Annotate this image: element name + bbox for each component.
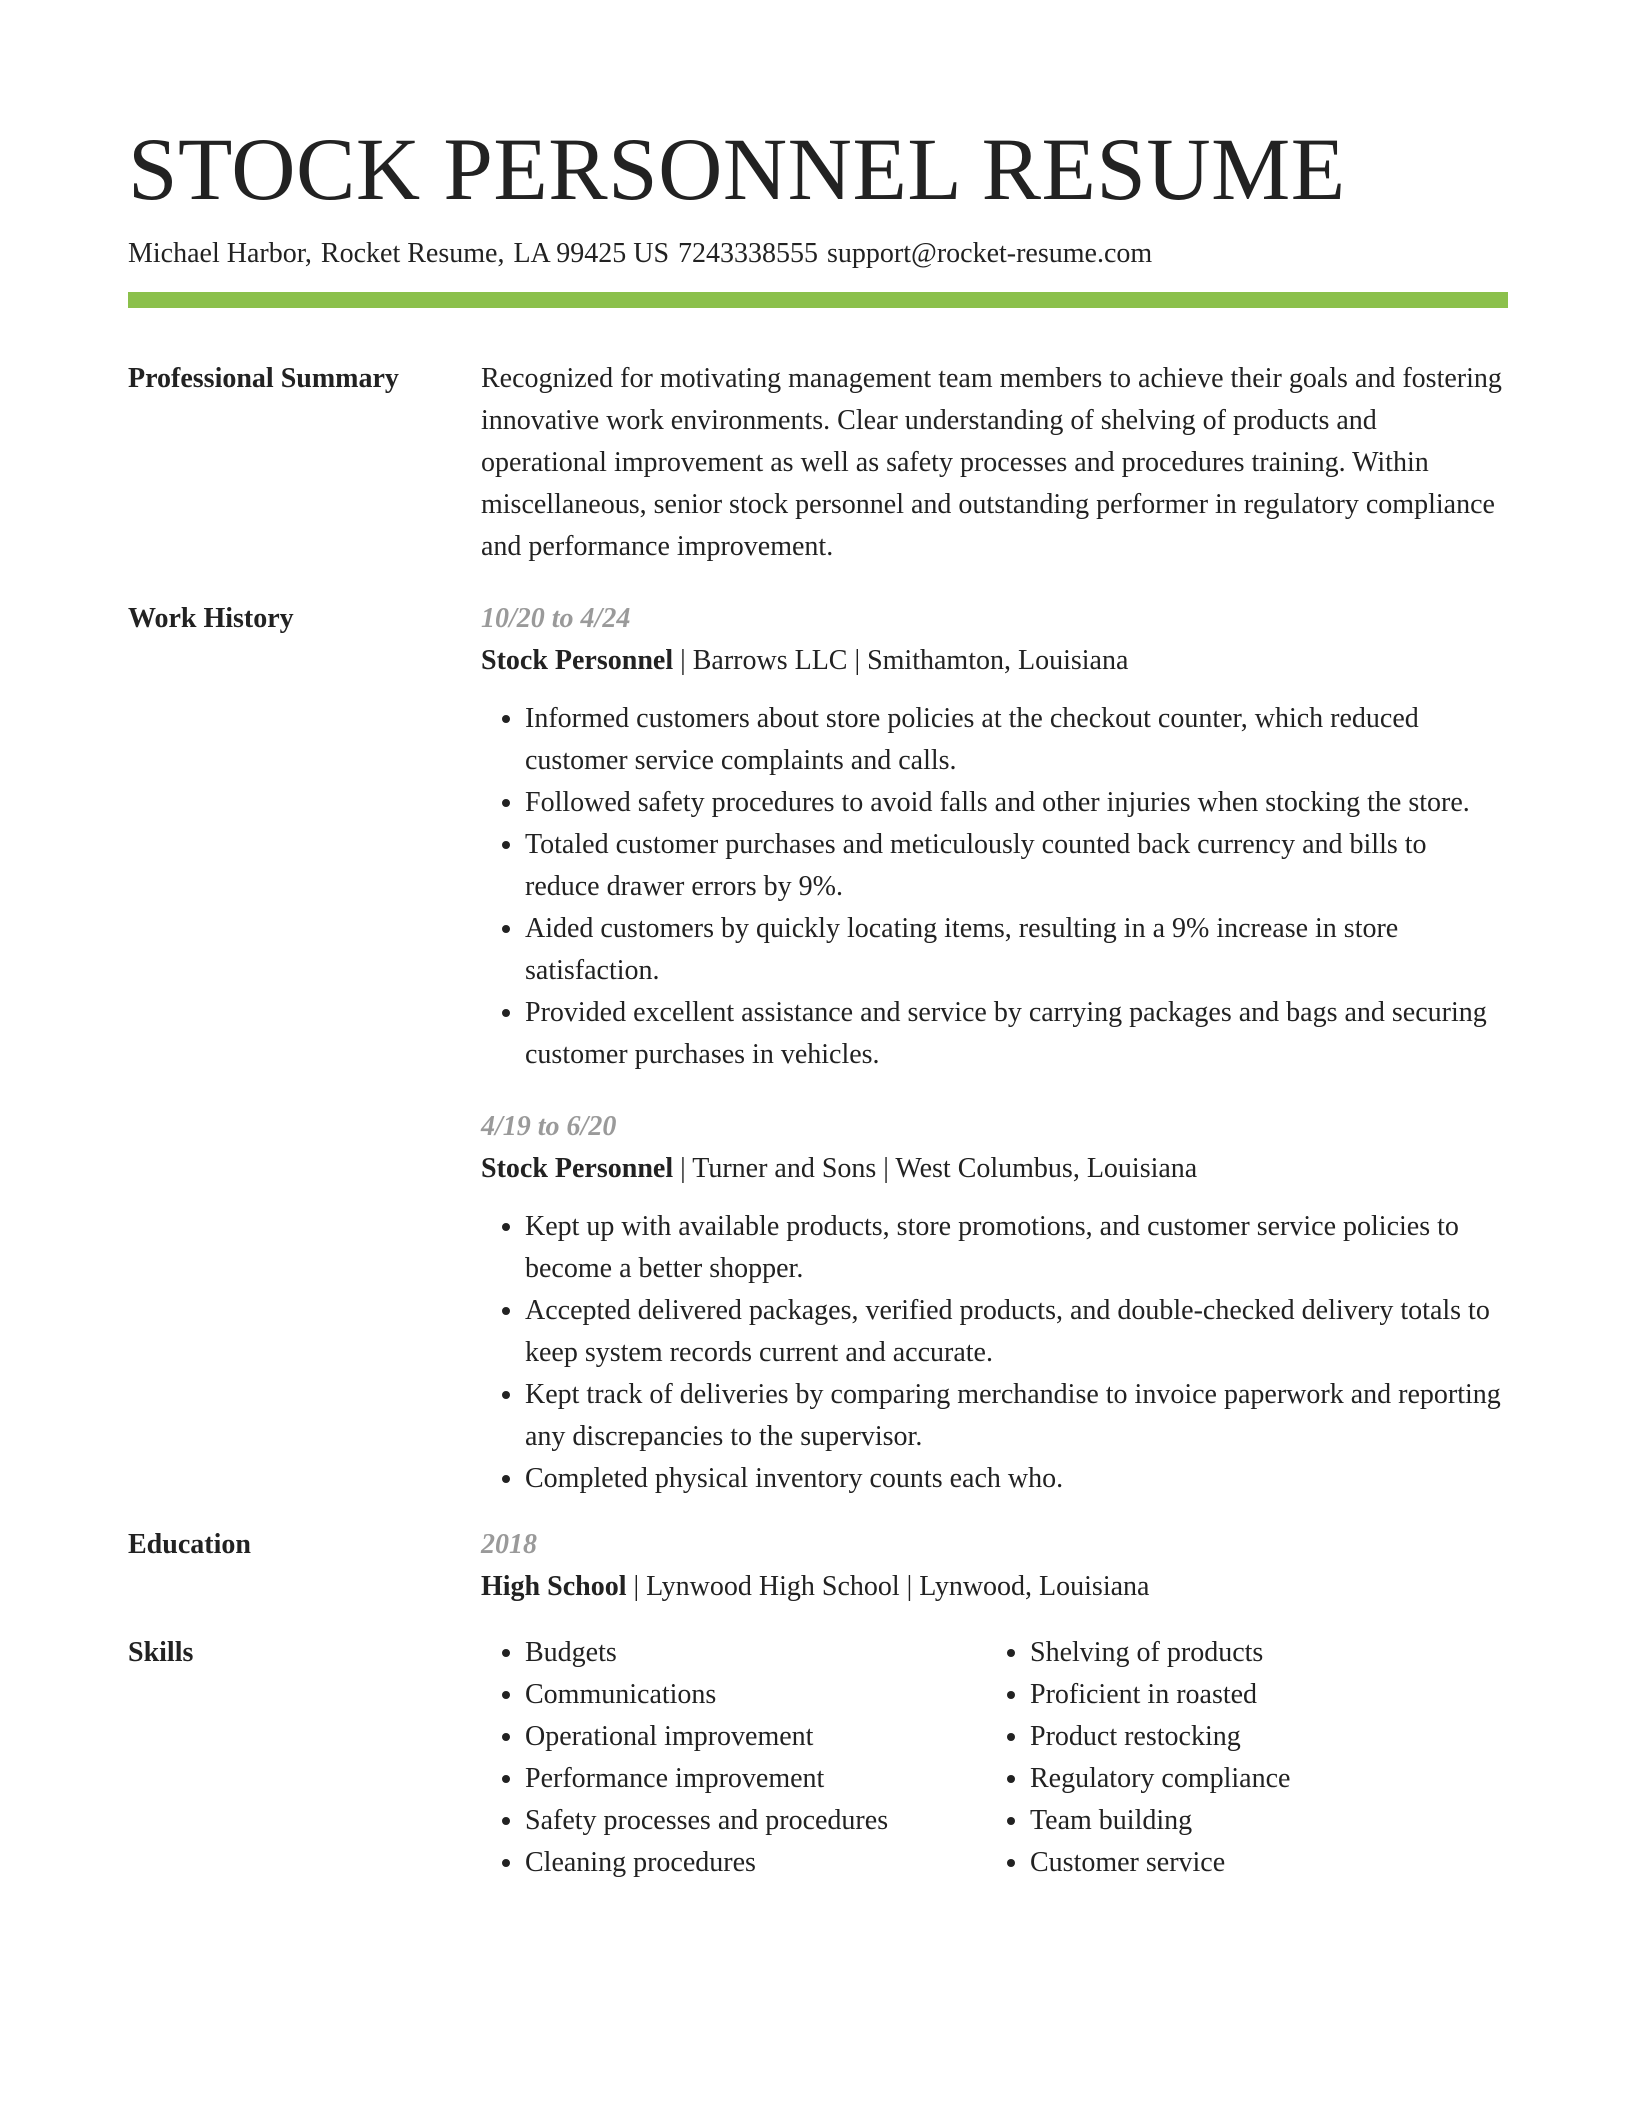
work-history-label: Work History <box>128 603 294 634</box>
contact-email: support@rocket-resume.com <box>827 238 1153 269</box>
education-section <box>128 1524 1508 1608</box>
job-details: | Turner and Sons | West Columbus, Louisiana <box>673 1153 1198 1184</box>
skills-column-1 <box>481 1632 986 1884</box>
job-bullet: • Completed physical inventory counts each who. <box>525 1458 1508 1500</box>
header-divider <box>128 292 1508 308</box>
skill-item: • Product restocking <box>1030 1716 1508 1758</box>
job-dates: 4/19 to 6/20 <box>481 1111 617 1142</box>
skills-content <box>481 1632 1508 1884</box>
job-bullet: • Informed customers about store policies at the checkout counter, which reduced customer service complaints and calls. <box>525 698 1508 782</box>
job-entry <box>481 1106 1508 1500</box>
job-bullet: • Provided excellent assistance and service by carrying packages and bags and securing customer purchases in vehicles. <box>525 992 1508 1076</box>
job-details: | Barrows LLC | Smithamton, Louisiana <box>673 645 1129 676</box>
job-dates: 10/20 to 4/24 <box>481 603 631 634</box>
work-history-content <box>481 598 1508 1500</box>
skill-item: • Proficient in roasted <box>1030 1674 1508 1716</box>
summary-label: Professional Summary <box>128 363 399 394</box>
summary-text: Recognized for motivating management team members to achieve their goals and fostering innovative work environments. Clear understanding of shelving of products and operational improvement as well as safety processes and procedures training. Within miscellaneous, senior stock personnel and outstanding performer in regulatory compliance and performance improvement. <box>481 363 1502 562</box>
job-bullet: • Totaled customer purchases and meticulously counted back currency and bills to reduce drawer errors by 9%. <box>525 824 1508 908</box>
skills-label: Skills <box>128 1637 194 1668</box>
skill-item: • Budgets <box>525 1632 986 1674</box>
job-bullet: • Aided customers by quickly locating items, resulting in a 9% increase in store satisfaction. <box>525 908 1508 992</box>
education-details: | Lynwood High School | Lynwood, Louisiana <box>626 1571 1150 1602</box>
resume-page <box>128 120 1508 1884</box>
work-history-section <box>128 598 1508 1500</box>
skill-item: • Team building <box>1030 1800 1508 1842</box>
job-entry <box>481 598 1508 1076</box>
education-year: 2018 <box>481 1529 537 1560</box>
job-bullets <box>481 698 1508 1076</box>
summary-section <box>128 358 1508 568</box>
skill-item: • Regulatory compliance <box>1030 1758 1508 1800</box>
skills-column-2 <box>986 1632 1508 1884</box>
contact-location: LA 99425 US <box>513 238 670 269</box>
skill-item: • Operational improvement <box>525 1716 986 1758</box>
job-title: Stock Personnel <box>481 645 674 676</box>
job-bullet: • Kept track of deliveries by comparing merchandise to invoice paperwork and reporting any discrepancies to the supervisor. <box>525 1374 1508 1458</box>
skill-item: • Shelving of products <box>1030 1632 1508 1674</box>
job-heading <box>481 640 1508 682</box>
skill-item: • Communications <box>525 1674 986 1716</box>
job-bullet: • Kept up with available products, store promotions, and customer service policies to become a better shopper. <box>525 1206 1508 1290</box>
job-bullet: • Accepted delivered packages, verified products, and double-checked delivery totals to keep system records current and accurate. <box>525 1290 1508 1374</box>
skill-item: • Cleaning procedures <box>525 1842 986 1884</box>
contact-line <box>128 236 1508 272</box>
skill-item: • Customer service <box>1030 1842 1508 1884</box>
education-label: Education <box>128 1529 251 1560</box>
contact-phone: 7243338555 <box>678 238 819 269</box>
education-content <box>481 1524 1508 1608</box>
skill-item: • Performance improvement <box>525 1758 986 1800</box>
job-bullet: • Followed safety procedures to avoid falls and other injuries when stocking the store. <box>525 782 1508 824</box>
resume-title: STOCK PERSONNEL RESUME <box>128 121 1346 219</box>
job-title: Stock Personnel <box>481 1153 674 1184</box>
skills-section <box>128 1632 1508 1884</box>
job-bullets <box>481 1206 1508 1500</box>
education-degree: High School <box>481 1571 627 1602</box>
education-heading <box>481 1566 1508 1608</box>
job-heading <box>481 1148 1508 1190</box>
skill-item: • Safety processes and procedures <box>525 1800 986 1842</box>
contact-name: Michael Harbor, <box>128 238 312 269</box>
contact-company: Rocket Resume, <box>320 238 505 269</box>
